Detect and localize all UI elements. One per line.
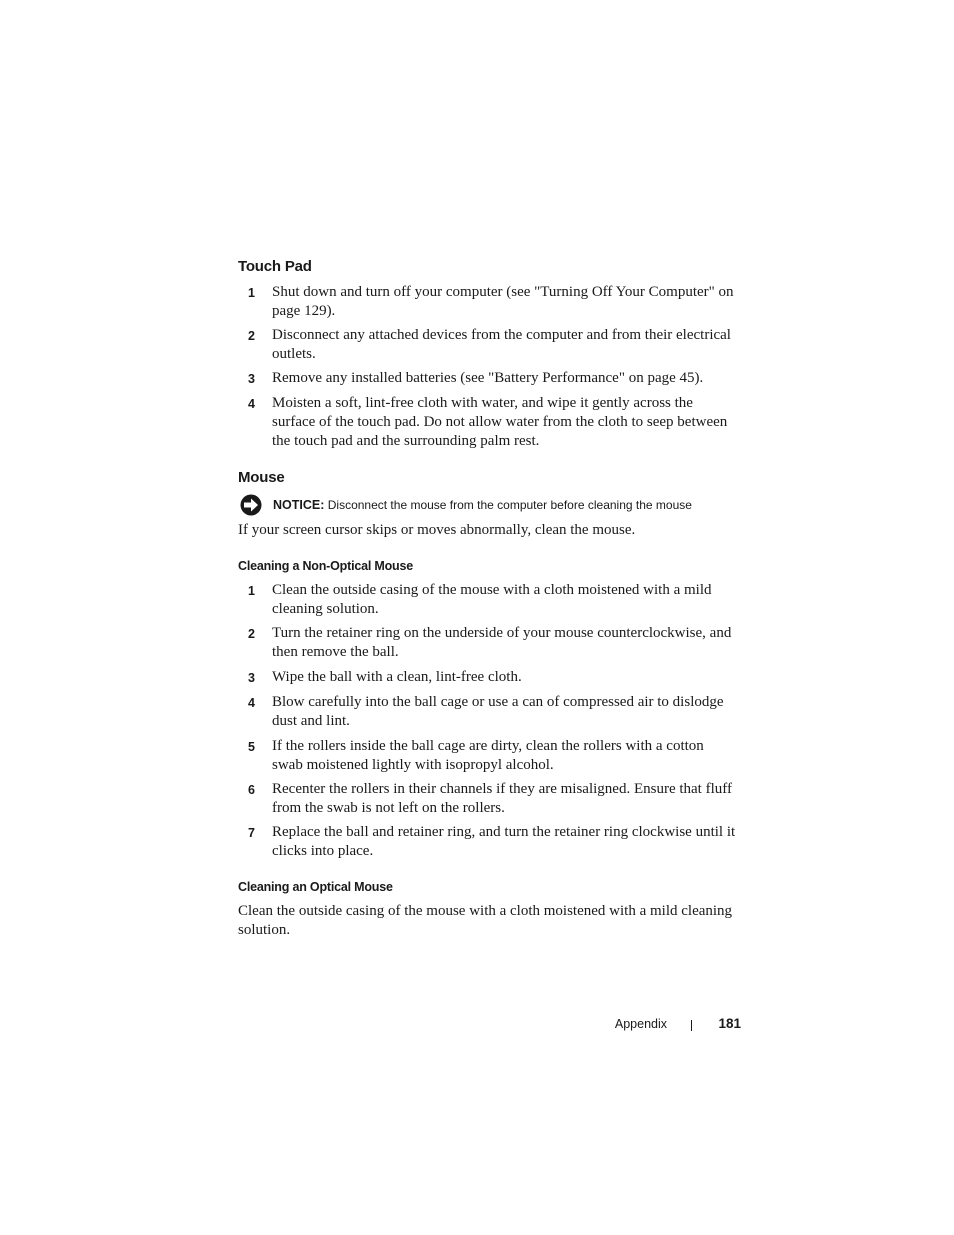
list-item [238,394,738,451]
notice-box [238,494,738,516]
step-text: Remove any installed batteries (see "Battery Performance" on page 45). [272,370,704,386]
list-item [238,693,738,731]
notice-label: NOTICE: [273,498,325,512]
list-item [238,737,738,775]
step-number: 1 [248,584,255,598]
step-number: 6 [248,783,255,797]
footer-divider [691,1020,692,1031]
step-text: Moisten a soft, lint-free cloth with water, and wipe it gently across the surface of the touch pad. Do not allow water from the cloth to seep between the touch pad and the surrounding palm rest. [272,395,728,449]
touch-pad-heading: Touch Pad [238,258,312,275]
notice-text: Disconnect the mouse from the computer before cleaning the mouse [327,498,692,512]
list-item [238,283,738,321]
step-number: 4 [248,696,255,710]
step-text: Wipe the ball with a clean, lint-free cloth. [272,669,522,685]
list-item [238,780,738,818]
footer-section: Appendix [614,1017,667,1031]
step-text: If the rollers inside the ball cage are dirty, clean the rollers with a cotton swab moistened lightly with isopropyl alcohol. [272,738,704,773]
list-item [238,326,738,364]
step-text: Recenter the rollers in their channels if they are misaligned. Ensure that fluff from the swab is not left on the rollers. [272,781,732,816]
list-item [238,369,738,388]
step-number: 7 [248,826,255,840]
step-text: Replace the ball and retainer ring, and turn the retainer ring clockwise until it clicks into place. [272,824,736,859]
step-text: Disconnect any attached devices from the computer and from their electrical outlets. [272,327,731,362]
optical-heading: Cleaning an Optical Mouse [238,880,393,894]
notice-arrow-icon [240,494,262,516]
step-text: Shut down and turn off your computer (see "Turning Off Your Computer" on page 129). [272,284,734,319]
step-text: Clean the outside casing of the mouse with a cloth moistened with a mild cleaning solution. [272,582,712,617]
non-optical-steps [238,581,738,861]
step-text: Turn the retainer ring on the underside of your mouse counterclockwise, and then remove the ball. [272,625,732,660]
list-item [238,581,738,619]
optical-text: Clean the outside casing of the mouse with a cloth moistened with a mild cleaning solution. [238,903,733,938]
step-number: 4 [248,397,255,411]
non-optical-heading: Cleaning a Non-Optical Mouse [238,559,413,573]
touch-pad-steps [238,283,738,451]
mouse-heading: Mouse [238,469,285,486]
step-number: 2 [248,627,255,641]
mouse-intro: If your screen cursor skips or moves abnormally, clean the mouse. [238,522,636,538]
step-text: Blow carefully into the ball cage or use a can of compressed air to dislodge dust and lint. [272,694,724,729]
step-number: 2 [248,329,255,343]
page-number: 181 [718,1016,741,1031]
step-number: 1 [248,286,255,300]
list-item [238,823,738,861]
page-footer [560,1014,741,1034]
step-number: 5 [248,740,255,754]
step-number: 3 [248,671,255,685]
step-number: 3 [248,372,255,386]
page-content [238,258,738,940]
list-item [238,624,738,662]
list-item [238,668,738,687]
